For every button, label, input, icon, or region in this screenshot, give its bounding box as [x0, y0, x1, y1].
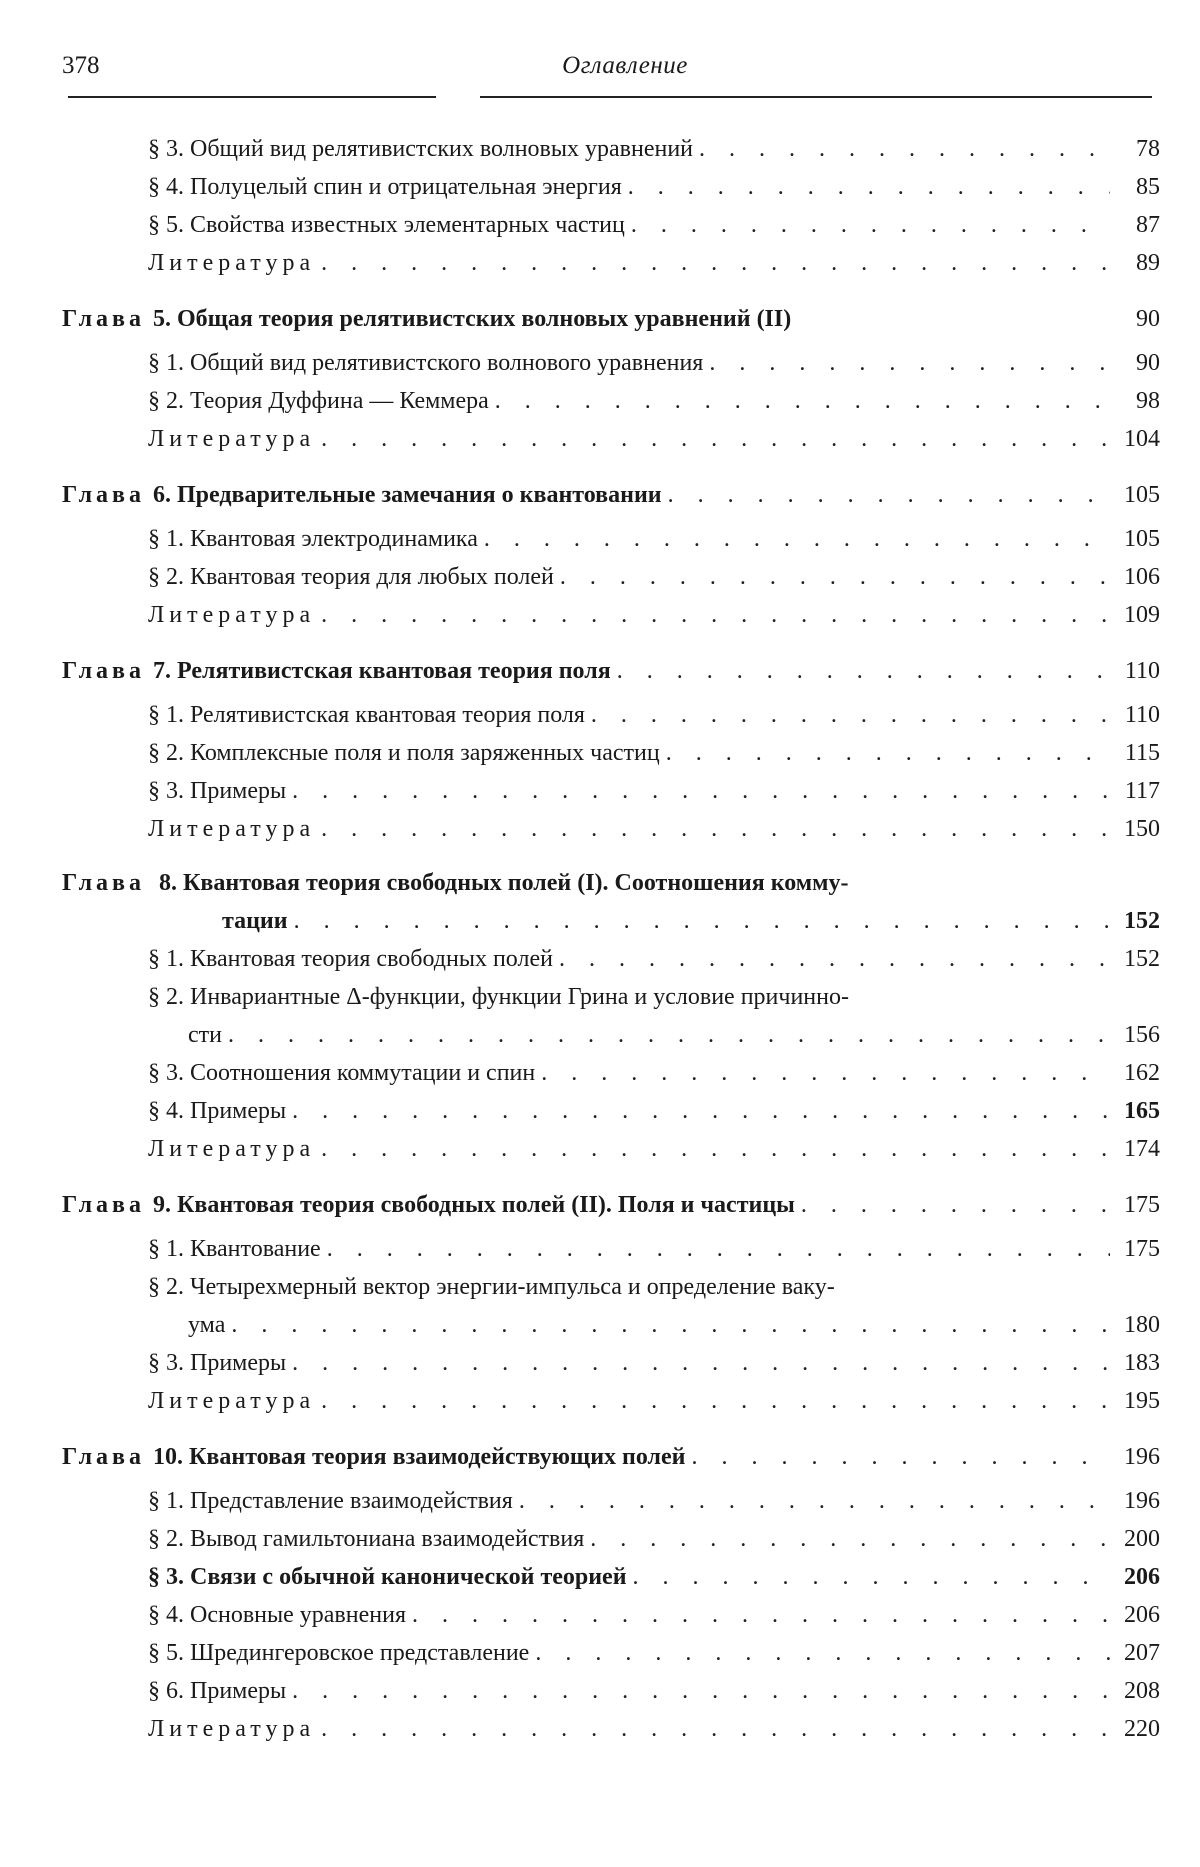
toc-chapter-entry[interactable]: [62, 650, 1160, 692]
leader-dots: [292, 772, 1110, 810]
literature-label: Литература: [148, 426, 316, 452]
page-ref: 220: [1124, 1716, 1160, 1742]
page-ref: 90: [1136, 350, 1160, 376]
page-ref: 110: [1124, 702, 1160, 728]
leader-dots: [231, 1306, 1110, 1344]
literature-label: Литература: [148, 250, 316, 276]
toc-literature-entry[interactable]: [62, 596, 1160, 634]
toc-section-entry[interactable]: [62, 734, 1160, 772]
section-title-line1: § 2. Инвариантные Δ-функции, функции Грина и условие причинно-: [148, 984, 849, 1010]
page-number: 378: [62, 52, 100, 79]
section-title: § 3. Соотношения коммутации и спин: [148, 1060, 536, 1086]
section-title: § 4. Полуцелый спин и отрицательная энергия: [148, 174, 622, 200]
page-ref: 85: [1136, 174, 1160, 200]
toc-chapter-6: [62, 474, 1160, 634]
leader-dots: [292, 1344, 1110, 1382]
leader-dots: [321, 244, 1110, 282]
page-ref: 89: [1136, 250, 1160, 276]
page-ref: 105: [1124, 526, 1160, 552]
page-ref: 208: [1124, 1678, 1160, 1704]
literature-label: Литература: [148, 1716, 316, 1742]
toc-section-entry[interactable]: [62, 382, 1160, 420]
section-title: § 2. Вывод гамильтониана взаимодействия: [148, 1526, 585, 1552]
leader-dots: [699, 130, 1110, 168]
page-ref: 156: [1124, 1022, 1160, 1048]
leader-dots: [559, 940, 1110, 978]
page-ref: 87: [1136, 212, 1160, 238]
toc-section-entry[interactable]: [62, 772, 1160, 810]
toc-section-entry[interactable]: [62, 520, 1160, 558]
page-ref: 196: [1124, 1488, 1160, 1514]
section-title: § 1. Общий вид релятивистского волнового уравнения: [148, 350, 704, 376]
section-title: § 4. Примеры: [148, 1098, 287, 1124]
page-ref: 206: [1124, 1564, 1160, 1590]
header-rule-left: [68, 96, 436, 98]
page-ref: 162: [1124, 1060, 1160, 1086]
toc-section-entry[interactable]: [62, 344, 1160, 382]
toc-section-entry[interactable]: [62, 1596, 1160, 1634]
page-ref: 152: [1124, 908, 1160, 934]
literature-label: Литература: [148, 602, 316, 628]
page-ref: 104: [1124, 426, 1160, 452]
leader-dots: [590, 1520, 1110, 1558]
section-title: § 5. Свойства известных элементарных частиц: [148, 212, 625, 238]
page-ref: 117: [1124, 778, 1160, 804]
literature-label: Литература: [148, 1136, 316, 1162]
section-title: § 1. Квантовая теория свободных полей: [148, 946, 553, 972]
leader-dots: [321, 1710, 1110, 1748]
leader-dots: [709, 344, 1110, 382]
toc-literature-entry[interactable]: [62, 420, 1160, 458]
toc-chapter-9: [62, 1184, 1160, 1420]
section-title: § 1. Релятивистская квантовая теория поля: [148, 702, 585, 728]
leader-dots: [321, 810, 1110, 848]
leader-dots: [321, 596, 1110, 634]
toc-section-entry[interactable]: [62, 1230, 1160, 1268]
section-title-line1: § 2. Четырехмерный вектор энергии-импульса и определение ваку-: [148, 1274, 835, 1300]
literature-label: Литература: [148, 1388, 316, 1414]
literature-label: Литература: [148, 816, 316, 842]
toc-chapter-entry[interactable]: [62, 1184, 1160, 1226]
chapter-word: Глава: [62, 1192, 145, 1218]
page-ref: 183: [1124, 1350, 1160, 1376]
toc-section-entry[interactable]: [62, 206, 1160, 244]
page-ref: 165: [1124, 1098, 1160, 1124]
toc-section-entry[interactable]: [62, 558, 1160, 596]
chapter-word: Глава: [62, 658, 145, 684]
toc-section-entry[interactable]: [62, 1344, 1160, 1382]
leader-dots: [617, 650, 1110, 692]
page-ref: 174: [1124, 1136, 1160, 1162]
page-ref: 106: [1124, 564, 1160, 590]
chapter-word: Глава: [62, 306, 145, 332]
section-title: § 2. Квантовая теория для любых полей: [148, 564, 554, 590]
toc-chapter-entry-line2[interactable]: [62, 902, 1160, 940]
toc-literature-entry[interactable]: [62, 244, 1160, 282]
section-title: § 1. Квантовая электродинамика: [148, 526, 478, 552]
leader-dots: [633, 1558, 1110, 1596]
leader-dots: [294, 902, 1110, 940]
toc-section-entry[interactable]: [62, 1672, 1160, 1710]
leader-dots: [535, 1634, 1110, 1672]
toc-chapter-8: [62, 864, 1160, 1168]
leader-dots: [327, 1230, 1110, 1268]
chapter-title-line1: 8. Квантовая теория свободных полей (I). Соотношения комму-: [159, 870, 849, 896]
chapter-title: 10. Квантовая теория взаимодействующих полей: [153, 1444, 686, 1470]
chapter-title: 6. Предварительные замечания о квантовании: [153, 482, 662, 508]
toc-section-entry[interactable]: [62, 1482, 1160, 1520]
toc-literature-entry[interactable]: [62, 1130, 1160, 1168]
page-ref: 150: [1124, 816, 1160, 842]
section-title: § 3. Примеры: [148, 1350, 287, 1376]
leader-dots: [292, 1672, 1110, 1710]
leader-dots: [519, 1482, 1110, 1520]
chapter-word: Глава: [62, 870, 145, 896]
toc-literature-entry[interactable]: [62, 1710, 1160, 1748]
page-ref: 78: [1136, 136, 1160, 162]
page-ref: 195: [1124, 1388, 1160, 1414]
chapter-title: 5. Общая теория релятивистских волновых уравнений (II): [153, 306, 792, 332]
section-title: § 3. Общий вид релятивистских волновых уравнений: [148, 136, 694, 162]
section-title: § 1. Квантование: [148, 1236, 321, 1262]
leader-dots: [668, 474, 1110, 516]
toc-section-entry[interactable]: [62, 130, 1160, 168]
chapter-word: Глава: [62, 1444, 145, 1470]
page-ref: 98: [1136, 388, 1160, 414]
page-ref: 207: [1124, 1640, 1160, 1666]
toc-section-entry[interactable]: [62, 1634, 1160, 1672]
toc-section-entry[interactable]: [62, 940, 1160, 978]
toc-continuation-block: [62, 130, 1160, 282]
toc-literature-entry[interactable]: [62, 1382, 1160, 1420]
chapter-title: 9. Квантовая теория свободных полей (II). Поля и частицы: [153, 1192, 795, 1218]
page-ref: 109: [1124, 602, 1160, 628]
page-ref: 115: [1124, 740, 1160, 766]
section-title: § 5. Шредингеровское представление: [148, 1640, 530, 1666]
section-title: § 2. Комплексные поля и поля заряженных частиц: [148, 740, 660, 766]
toc-chapter-7: [62, 650, 1160, 848]
leader-dots: [591, 696, 1110, 734]
running-header: [0, 0, 1200, 100]
section-title: § 4. Основные уравнения: [148, 1602, 406, 1628]
leader-dots: [484, 520, 1110, 558]
toc-section-entry[interactable]: [62, 1520, 1160, 1558]
leader-dots: [801, 1184, 1110, 1226]
page-ref: 200: [1124, 1526, 1160, 1552]
leader-dots: [631, 206, 1110, 244]
toc-chapter-10: [62, 1436, 1160, 1748]
toc-section-entry[interactable]: [62, 1054, 1160, 1092]
toc-chapter-entry[interactable]: [62, 1436, 1160, 1478]
chapter-title-line2: тации: [222, 908, 288, 934]
page-ref: 105: [1124, 482, 1160, 508]
page-ref: 90: [1136, 306, 1160, 332]
section-title-line2: ума: [188, 1312, 226, 1338]
page-ref: 196: [1124, 1444, 1160, 1470]
section-title: § 2. Теория Дуффина — Кеммера: [148, 388, 489, 414]
page-ref: 180: [1124, 1312, 1160, 1338]
page-ref: 110: [1124, 658, 1160, 684]
leader-dots: [292, 1092, 1110, 1130]
leader-dots: [495, 382, 1110, 420]
leader-dots: [560, 558, 1110, 596]
toc-section-entry[interactable]: [62, 168, 1160, 206]
leader-dots: [321, 1382, 1110, 1420]
page-ref: 175: [1124, 1192, 1160, 1218]
leader-dots: [628, 168, 1110, 206]
leader-dots: [541, 1054, 1110, 1092]
header-rule-right: [480, 96, 1152, 98]
section-title: § 6. Примеры: [148, 1678, 287, 1704]
section-title-line2: сти: [188, 1022, 222, 1048]
section-title: § 3. Связи с обычной канонической теорией: [148, 1564, 627, 1590]
table-of-contents: [62, 130, 1160, 1764]
running-title: Оглавление: [562, 52, 688, 79]
toc-section-entry[interactable]: [62, 696, 1160, 734]
toc-chapter-5: [62, 298, 1160, 458]
toc-section-entry[interactable]: [62, 1092, 1160, 1130]
toc-chapter-entry-line1[interactable]: [62, 864, 1160, 902]
toc-section-entry-line2[interactable]: [62, 1016, 1160, 1054]
toc-section-entry-line1[interactable]: [62, 978, 1160, 1016]
toc-section-entry[interactable]: [62, 1558, 1160, 1596]
page-ref: 152: [1124, 946, 1160, 972]
leader-dots: [691, 1436, 1110, 1478]
toc-section-entry-line1[interactable]: [62, 1268, 1160, 1306]
toc-section-entry-line2[interactable]: [62, 1306, 1160, 1344]
page-ref: 175: [1124, 1236, 1160, 1262]
section-title: § 3. Примеры: [148, 778, 287, 804]
toc-chapter-entry[interactable]: [62, 298, 1160, 340]
page-ref: 206: [1124, 1602, 1160, 1628]
leader-dots: [321, 1130, 1110, 1168]
leader-dots: [321, 420, 1110, 458]
toc-chapter-entry[interactable]: [62, 474, 1160, 516]
leader-dots: [412, 1596, 1110, 1634]
chapter-title: 7. Релятивистская квантовая теория поля: [153, 658, 611, 684]
chapter-word: Глава: [62, 482, 145, 508]
toc-literature-entry[interactable]: [62, 810, 1160, 848]
leader-dots: [228, 1016, 1110, 1054]
section-title: § 1. Представление взаимодействия: [148, 1488, 513, 1514]
leader-dots: [666, 734, 1110, 772]
